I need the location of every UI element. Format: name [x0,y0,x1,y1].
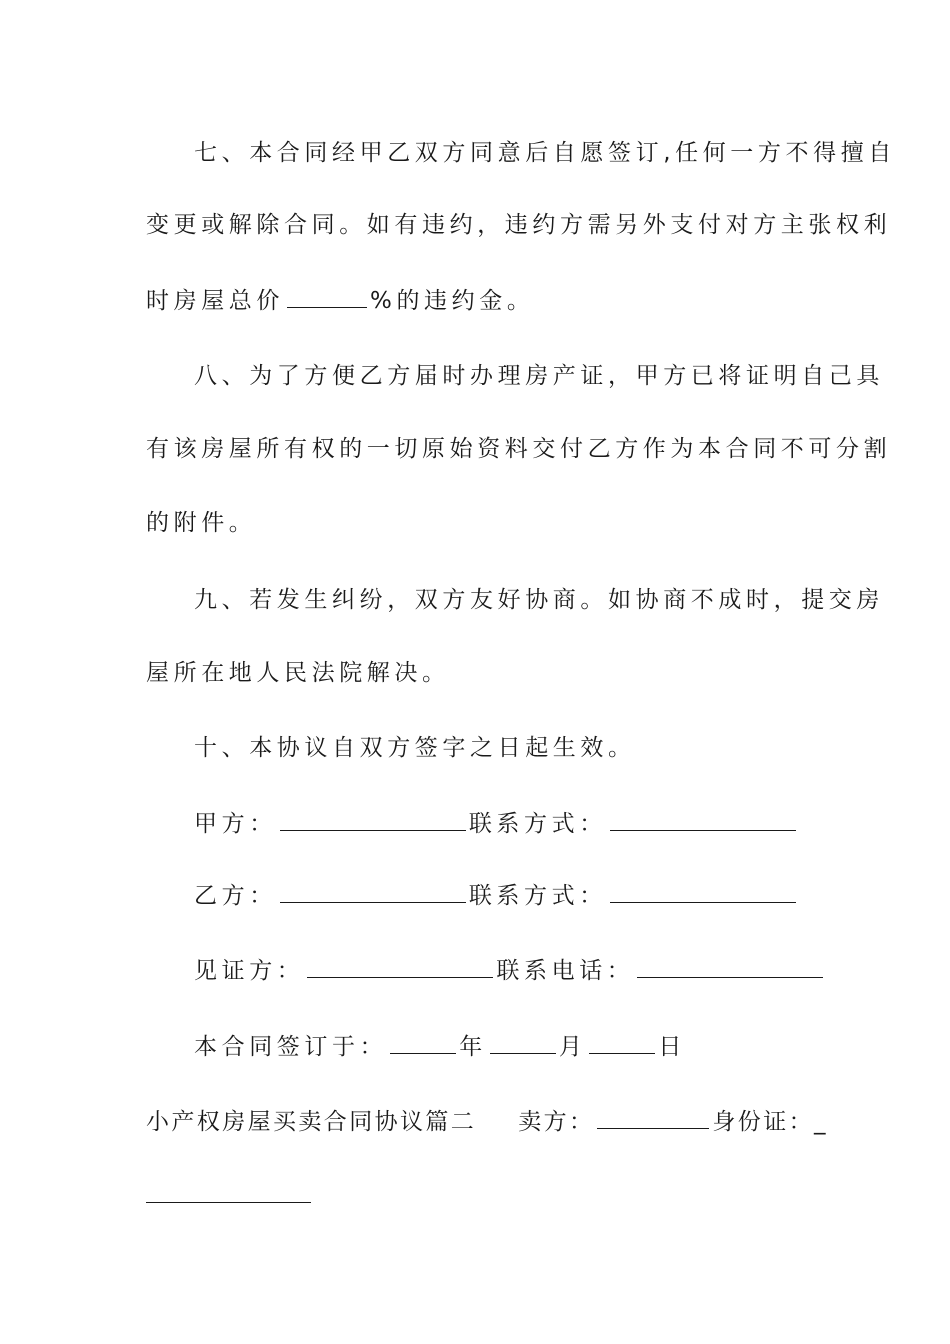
clause9-line1: 九、若发生纠纷，双方友好协商。如协商不成时，提交房 [194,587,884,613]
clause7-line3 [146,285,534,316]
party-b-label: 乙方： [194,883,277,909]
next-section-row [146,1106,828,1137]
month-blank[interactable] [490,1031,556,1054]
seller-blank[interactable] [597,1106,709,1129]
clause8-line3: 的附件。 [146,510,257,536]
party-a-contact-blank[interactable] [610,808,796,831]
clause7-line2: 变更或解除合同。如有违约，违约方需另外支付对方主张权利 [146,212,892,238]
party-a-signature-blank[interactable] [280,808,466,831]
clause8-line2: 有该房屋所有权的一切原始资料交付乙方作为本合同不可分割 [146,436,892,462]
total-price-label: 时房屋总价 [146,288,284,314]
party-b-contact-blank[interactable] [610,880,796,903]
witness-signature-blank[interactable] [307,955,493,978]
party-b-signature-blank[interactable] [280,880,466,903]
party-a-contact-label: 联系方式： [468,811,607,837]
year-blank[interactable] [390,1031,456,1054]
party-b-contact-label: 联系方式： [468,883,607,909]
party-b-row [194,880,799,911]
year-label: 年 [459,1034,487,1060]
penalty-percent-blank[interactable] [287,285,367,308]
clause7-line1: 七、本合同经甲乙双方同意后自愿签订,任何一方不得擅自 [194,140,896,166]
id-label: 身份证： [712,1109,815,1135]
witness-label: 见证方： [194,958,305,984]
party-a-label: 甲方： [194,811,277,837]
signing-date-label: 本合同签订于： [194,1034,388,1060]
day-label: 日 [658,1034,687,1060]
clause9-line2: 屋所在地人民法院解决。 [146,660,450,686]
id-number-blank-continued[interactable] [146,1202,311,1203]
witness-phone-blank[interactable] [637,955,823,978]
section-title: 小产权房屋买卖合同协议篇二 [146,1109,477,1135]
witness-row [194,955,826,986]
signing-date-row [194,1031,686,1062]
id-trailing-underscore: _ [814,1109,828,1135]
clause8-line1: 八、为了方便乙方届时办理房产证，甲方已将证明自己具 [194,363,884,389]
day-blank[interactable] [589,1031,655,1054]
witness-phone-label: 联系电话： [496,958,635,984]
month-label: 月 [558,1034,587,1060]
clause10-line1: 十、本协议自双方签字之日起生效。 [194,735,636,761]
seller-label: 卖方： [518,1109,595,1135]
party-a-row [194,808,799,839]
penalty-label: %的违约金。 [370,288,535,314]
